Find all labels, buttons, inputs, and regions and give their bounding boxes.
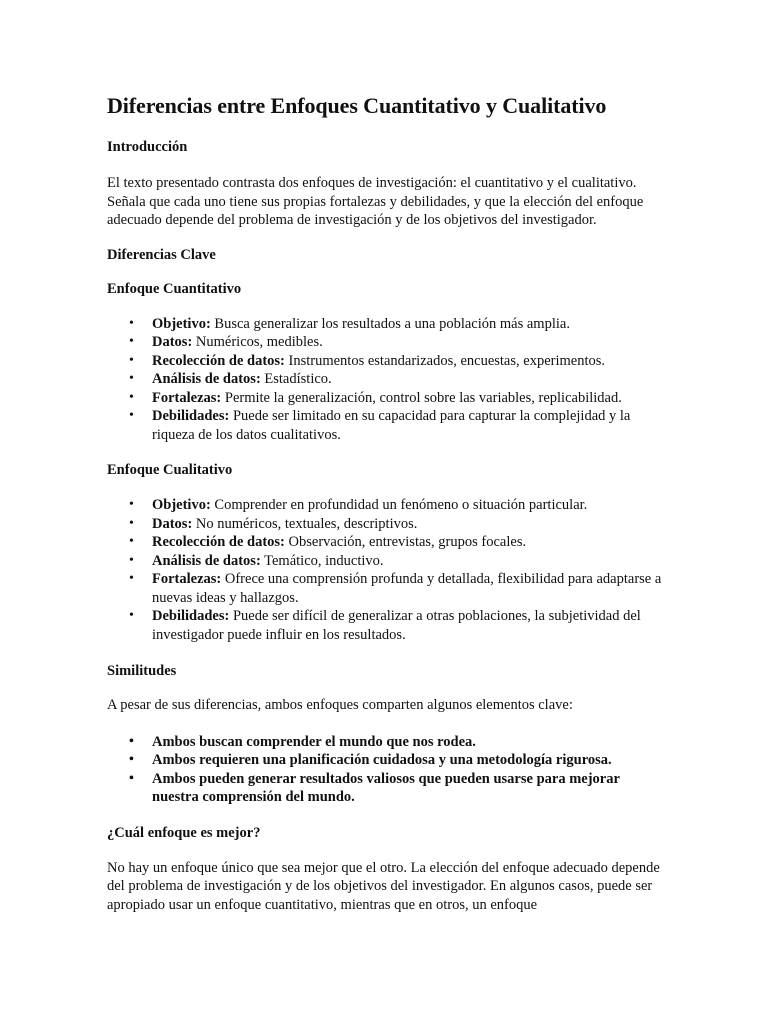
list-item-text: Numéricos, medibles. — [192, 334, 323, 350]
best-approach-paragraph: No hay un enfoque único que sea mejor que el otro. La elección del enfoque adecuado depende del problema de investigación y de los objetivos del investigador. En algunos casos, puede ser apropiado usar un enfoque cuantitativo, mientras que en otros, un enfoque — [107, 859, 660, 913]
list-item-label: Debilidades: — [152, 608, 230, 624]
list-item-text: Instrumentos estandarizados, encuestas, experimentos. — [284, 352, 606, 369]
list-item-label: Datos: — [152, 334, 193, 350]
quantitative-strengths-item — [152, 389, 663, 408]
list-item-label: Fortalezas: — [152, 571, 222, 587]
similarity-item: • Ambos pueden generar resultados valiosos que pueden usarse para mejorar nuestra comprensión del mundo. — [152, 770, 663, 807]
list-item-text: Temático, inductivo. — [260, 552, 384, 569]
qualitative-collection-item — [152, 533, 663, 552]
list-item-label: Análisis de datos: — [152, 552, 261, 569]
list-item-label: Objetivo: — [152, 497, 211, 513]
quantitative-collection-item — [152, 352, 663, 371]
quantitative-weaknesses-item — [152, 407, 663, 444]
list-item-text: Ofrece una comprensión profunda y detallada, flexibilidad para adaptarse a nuevas ideas y hallazgos. — [152, 571, 662, 606]
list-item-label: Recolección de datos: — [152, 534, 285, 550]
quantitative-heading: Enfoque Cuantitativo — [107, 280, 242, 297]
list-item-text: Observación, entrevistas, grupos focales. — [284, 534, 527, 550]
list-item-label: Debilidades: — [152, 408, 230, 424]
differences-heading: Diferencias Clave — [107, 246, 216, 263]
best-approach-heading: ¿Cuál enfoque es mejor? — [107, 824, 261, 841]
qualitative-heading: Enfoque Cualitativo — [107, 462, 233, 478]
quantitative-analysis-item — [152, 370, 663, 389]
list-item-text: Comprender en profundidad un fenómeno o situación particular. — [210, 497, 588, 513]
list-item-label: Objetivo: — [152, 315, 211, 332]
quantitative-list — [107, 315, 663, 445]
quantitative-data-item — [152, 333, 663, 352]
list-item-label: Datos: — [152, 515, 193, 532]
document-title: Diferencias entre Enfoques Cuantitativo y Cualitativo — [107, 93, 607, 118]
qualitative-analysis-item — [152, 552, 663, 571]
similarities-paragraph: A pesar de sus diferencias, ambos enfoques comparten algunos elementos clave: — [107, 697, 573, 713]
list-item-text: Busca generalizar los resultados a una población más amplia. — [210, 315, 570, 332]
intro-paragraph: El texto presentado contrasta dos enfoques de investigación: el cuantitativo y el cualitativo. Señala que cada uno tiene sus propias fortalezas y debilidades, y que la elección del enfoque adecuado depende del problema de investigación y de los objetivos del investigador. — [107, 175, 644, 228]
qualitative-data-item — [152, 515, 663, 534]
qualitative-weaknesses-item — [152, 607, 663, 644]
list-item-label: Fortalezas: — [152, 389, 222, 406]
similarities-heading: Similitudes — [107, 663, 177, 679]
list-item-text: Puede ser difícil de generalizar a otras poblaciones, la subjetividad del investigador puede influir en los resultados. — [152, 608, 641, 643]
qualitative-list — [107, 496, 663, 644]
list-item-text: Estadístico. — [260, 371, 332, 387]
qualitative-strengths-item — [152, 570, 663, 607]
quantitative-objective-item — [152, 315, 663, 334]
similarity-item: • Ambos buscan comprender el mundo que nos rodea. — [152, 733, 663, 752]
list-item-label: Recolección de datos: — [152, 352, 285, 369]
similarity-item: • Ambos requieren una planificación cuidadosa y una metodología rigurosa. — [152, 751, 663, 770]
list-item-text: No numéricos, textuales, descriptivos. — [192, 515, 418, 532]
similarities-list — [107, 733, 663, 807]
list-item-text: Permite la generalización, control sobre las variables, replicabilidad. — [221, 389, 622, 406]
qualitative-objective-item — [152, 496, 663, 515]
intro-heading: Introducción — [107, 139, 188, 155]
list-item-text: Puede ser limitado en su capacidad para capturar la complejidad y la riqueza de los datos cualitativos. — [152, 408, 631, 443]
list-item-label: Análisis de datos: — [152, 371, 261, 387]
document-page — [107, 92, 663, 914]
